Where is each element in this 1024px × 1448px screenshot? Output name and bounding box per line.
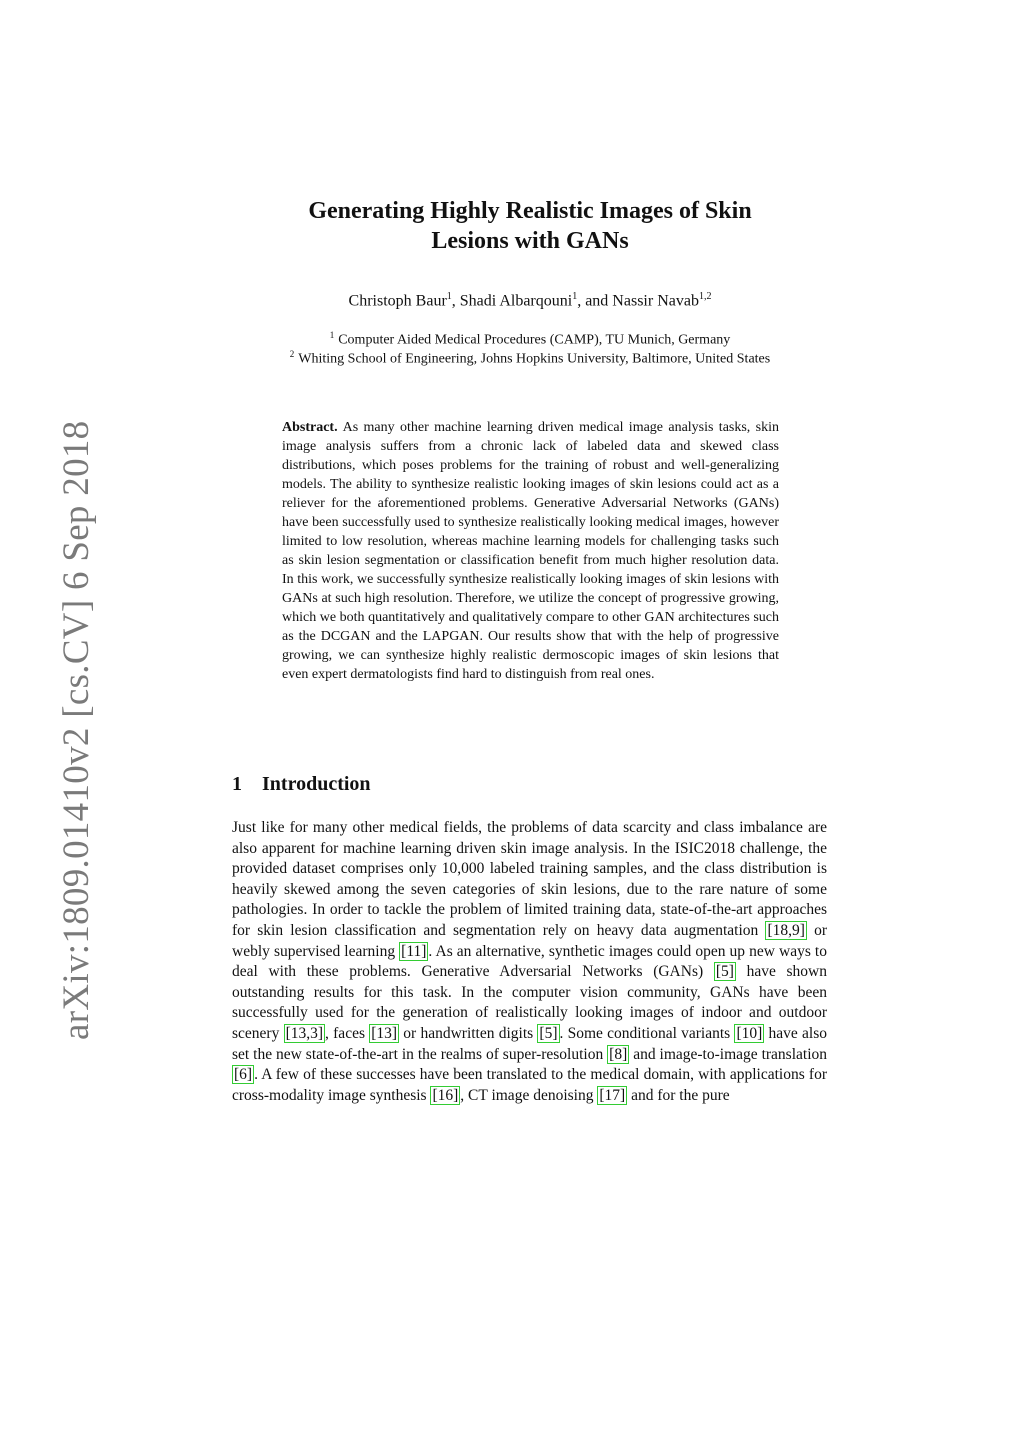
citation-link[interactable]: [17] xyxy=(599,1086,626,1104)
author-list xyxy=(230,291,830,310)
citation-link[interactable]: [5] xyxy=(539,1024,558,1042)
affiliation-number: 1 xyxy=(329,330,335,340)
intro-text: and for the pure xyxy=(627,1086,730,1104)
affiliation-2 xyxy=(230,349,830,368)
abstract xyxy=(282,418,779,684)
affiliation-text: Computer Aided Medical Procedures (CAMP), TU Munich, Germany xyxy=(338,332,731,348)
intro-text: have shown outstanding results for this task. In the computer vision community, GANs have been successfully used for the generation of realistically looking images of indoor and outdoor scenery xyxy=(232,963,827,1042)
intro-text: . Some conditional variants xyxy=(559,1024,735,1042)
intro-text: or handwritten digits xyxy=(399,1024,538,1042)
introduction-paragraph xyxy=(232,818,827,1106)
author-affiliation-mark: 1,2 xyxy=(698,291,712,302)
intro-text: , CT image denoising xyxy=(460,1086,598,1104)
arxiv-identifier-stamp: arXiv:1809.01410v2 [cs.CV] 6 Sep 2018 xyxy=(56,420,97,1040)
author-name: , and Nassir Navab xyxy=(577,292,699,310)
section-title: Introduction xyxy=(262,773,371,795)
citation-link[interactable]: [18,9] xyxy=(767,921,805,939)
author-affiliation-mark: 1 xyxy=(446,291,452,302)
affiliation-1 xyxy=(230,330,830,349)
affiliation-number: 2 xyxy=(289,349,295,359)
citation-link[interactable]: [6] xyxy=(234,1066,253,1084)
citation-link[interactable]: [10] xyxy=(736,1024,763,1042)
paper-title-line-1: Generating Highly Realistic Images of Skin xyxy=(308,198,752,224)
abstract-text: As many other machine learning driven medical image analysis tasks, skin image analysis suffers from a chronic lack of labeled data and skewed class distributions, which poses problems for the training of robust and well-generalizing models. The ability to synthesize realistic looking images of skin lesions could act as a reliever for the aforementioned problems. Generative Adversarial Networks (GANs) have been successfully used to synthesize realistically looking medical images, however limited to low resolution, whereas machine learning models for challenging tasks such as skin lesion segmentation or classification benefit from much higher resolution data. In this work, we successfully synthesize realistically looking images of skin lesions with GANs at such high resolution. Therefore, we utilize the concept of progressive growing, which we both quantitatively and qualitatively compare to other GAN architectures such as the DCGAN and the LAPGAN. Our results show that with the help of progressive growing, we can synthesize highly realistic dermoscopic images of skin lesions that even expert dermatologists find hard to distinguish from real ones. xyxy=(282,420,779,682)
intro-text: , faces xyxy=(325,1024,370,1042)
citation-link[interactable]: [11] xyxy=(401,942,427,960)
author-affiliation-mark: 1 xyxy=(572,291,578,302)
affiliation-text: Whiting School of Engineering, Johns Hopkins University, Baltimore, United States xyxy=(298,351,771,367)
intro-text: or webly supervised learning xyxy=(232,921,827,960)
citation-link[interactable]: [5] xyxy=(715,963,734,981)
citation-link[interactable]: [8] xyxy=(609,1045,628,1063)
intro-text: . As an alternative, synthetic images could open up new ways to deal with these problems. Generative Adversarial Networks (GANs) xyxy=(232,942,827,981)
citation-link[interactable]: [16] xyxy=(432,1086,459,1104)
intro-text: . A few of these successes have been translated to the medical domain, with applications for cross-modality image synthesis xyxy=(232,1066,827,1104)
citation-link[interactable]: [13,3] xyxy=(285,1024,324,1042)
paper-title xyxy=(230,196,830,256)
section-heading xyxy=(232,773,371,796)
author-name: , Shadi Albarqouni xyxy=(451,292,573,310)
author-name: Christoph Baur xyxy=(348,292,447,310)
paper-title-line-2: Lesions with GANs xyxy=(431,228,629,254)
abstract-label: Abstract. xyxy=(282,420,338,435)
citation-link[interactable]: [13] xyxy=(371,1024,398,1042)
intro-text: Just like for many other medical fields, the problems of data scarcity and class imbalance are also apparent for machine learning driven skin image analysis. In the ISIC2018 challenge, the provided dataset comprises only 10,000 labeled training samples, and the class distribution is heavily skewed among the seven categories of skin lesions, due to the rare nature of some pathologies. In order to tackle the problem of limited training data, state-of-the-art approaches for skin lesion classification and segmentation rely on heavy data augmentation xyxy=(232,819,827,939)
intro-text: have also set the new state-of-the-art in the realms of super-resolution xyxy=(232,1024,827,1063)
intro-text: and image-to-image translation xyxy=(629,1045,828,1063)
section-number: 1 xyxy=(232,773,242,795)
